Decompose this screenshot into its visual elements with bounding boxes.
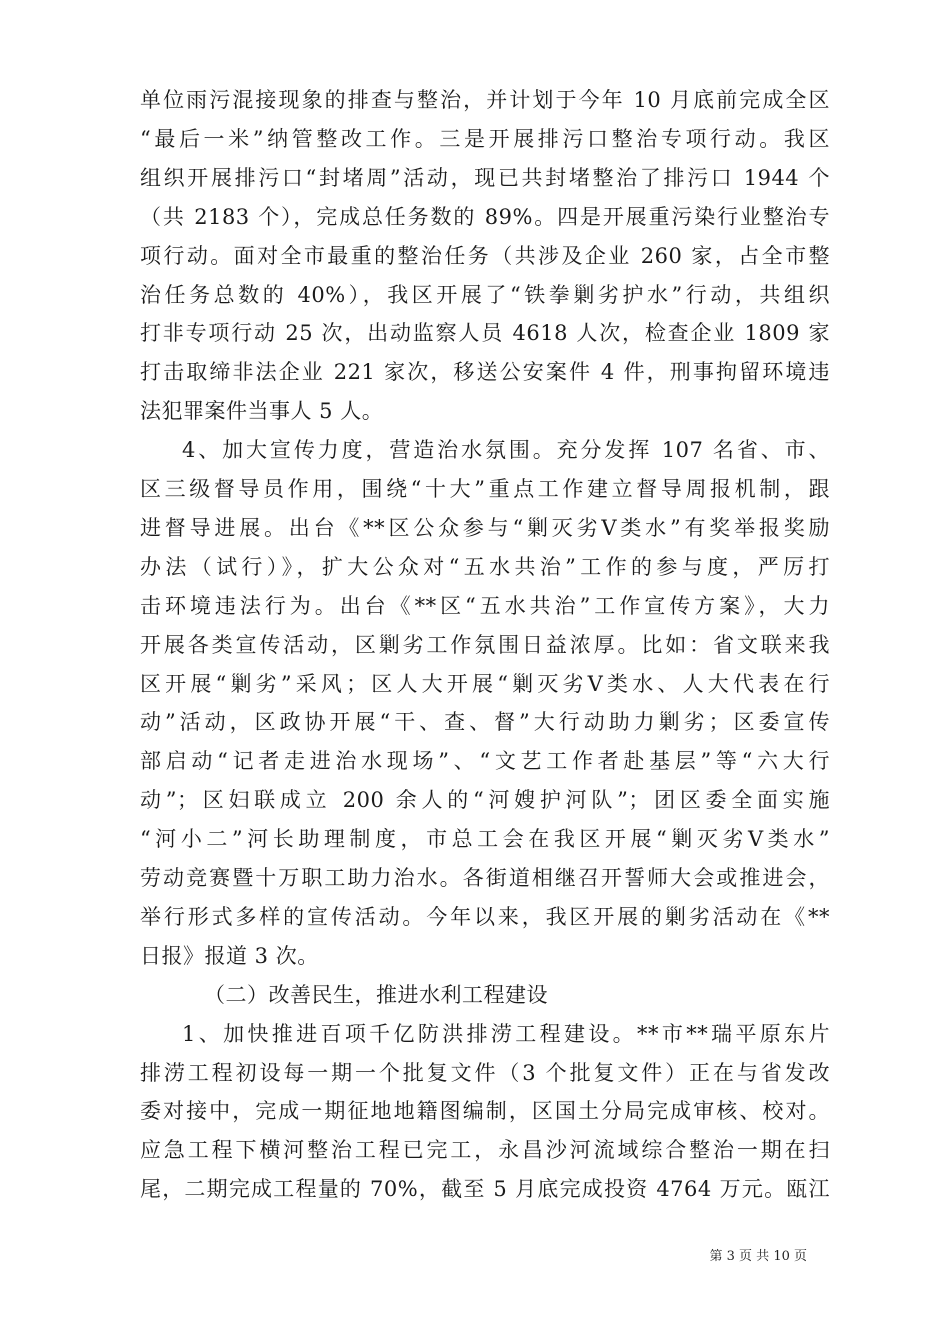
text-line: 尾，二期完成工程量的 70%，截至 5 月底完成投资 4764 万元。瓯江 bbox=[140, 1177, 830, 1201]
text-line: 举行形式多样的宣传活动。今年以来，我区开展的剿劣活动在《** bbox=[140, 905, 830, 929]
text-line: 项行动。面对全市最重的整治任务（共涉及企业 260 家，占全市整 bbox=[140, 244, 830, 268]
page-number: 第 3 页 共 10 页 bbox=[709, 1249, 807, 1264]
text-line: 日报》报道 3 次。 bbox=[140, 944, 319, 968]
text-line: 组织开展排污口“封堵周”活动，现已共封堵整治了排污口 1944 个 bbox=[140, 166, 830, 190]
text-line: 击环境违法行为。出台《**区“五水共治”工作宣传方案》，大力 bbox=[140, 594, 830, 618]
text-line: （共 2183 个），完成总任务数的 89%。四是开展重污染行业整治专 bbox=[140, 205, 830, 229]
text-line: 部启动“记者走进治水现场”、“文艺工作者赴基层”等“六大行 bbox=[140, 749, 830, 773]
text-line: 委对接中，完成一期征地地籍图编制，区国土分局完成审核、校对。 bbox=[140, 1099, 830, 1123]
text-line: 区开展“剿劣”采风；区人大开展“剿灭劣Ⅴ类水、人大代表在行 bbox=[140, 672, 830, 696]
text-line: 打非专项行动 25 次，出动监察人员 4618 人次，检查企业 1809 家 bbox=[140, 321, 830, 345]
text-line: 应急工程下横河整治工程已完工，永昌沙河流域综合整治一期在扫 bbox=[140, 1138, 830, 1162]
text-line: “河小二”河长助理制度，市总工会在我区开展“剿灭劣Ⅴ类水” bbox=[140, 827, 830, 851]
text-line: 开展各类宣传活动，区剿劣工作氛围日益浓厚。比如：省文联来我 bbox=[140, 633, 830, 657]
text-line: 单位雨污混接现象的排查与整治，并计划于今年 10 月底前完成全区 bbox=[140, 88, 830, 112]
text-line: 办法（试行）》，扩大公众对“五水共治”工作的参与度，严厉打 bbox=[140, 555, 830, 579]
text-line: 动”；区妇联成立 200 余人的“河嫂护河队”；团区委全面实施 bbox=[140, 788, 830, 812]
text-line: 进督导进展。出台《**区公众参与“剿灭劣Ⅴ类水”有奖举报奖励 bbox=[140, 516, 830, 540]
text-line: 法犯罪案件当事人 5 人。 bbox=[140, 399, 384, 423]
text-line: 劳动竞赛暨十万职工助力治水。各街道相继召开誓师大会或推进会， bbox=[140, 866, 830, 890]
section-heading: （二）改善民生，推进水利工程建设 bbox=[204, 983, 548, 1007]
text-line: 排涝工程初设每一期一个批复文件（3 个批复文件）正在与省发改 bbox=[140, 1061, 830, 1085]
paragraph-start-line: 1、加快推进百项千亿防洪排涝工程建设。**市**瑞平原东片 bbox=[182, 1022, 830, 1046]
paragraph-start-line: 4、加大宣传力度，营造治水氛围。充分发挥 107 名省、市、 bbox=[182, 438, 830, 462]
text-line: 打击取缔非法企业 221 家次，移送公安案件 4 件，刑事拘留环境违 bbox=[140, 360, 830, 384]
text-line: 动”活动，区政协开展“干、查、督”大行动助力剿劣；区委宣传 bbox=[140, 710, 830, 734]
text-line: 区三级督导员作用，围绕“十大”重点工作建立督导周报机制，跟 bbox=[140, 477, 830, 501]
text-line: “最后一米”纳管整改工作。三是开展排污口整治专项行动。我区 bbox=[140, 127, 830, 151]
text-line: 治任务总数的 40%），我区开展了“铁拳剿劣护水”行动，共组织 bbox=[140, 283, 830, 307]
